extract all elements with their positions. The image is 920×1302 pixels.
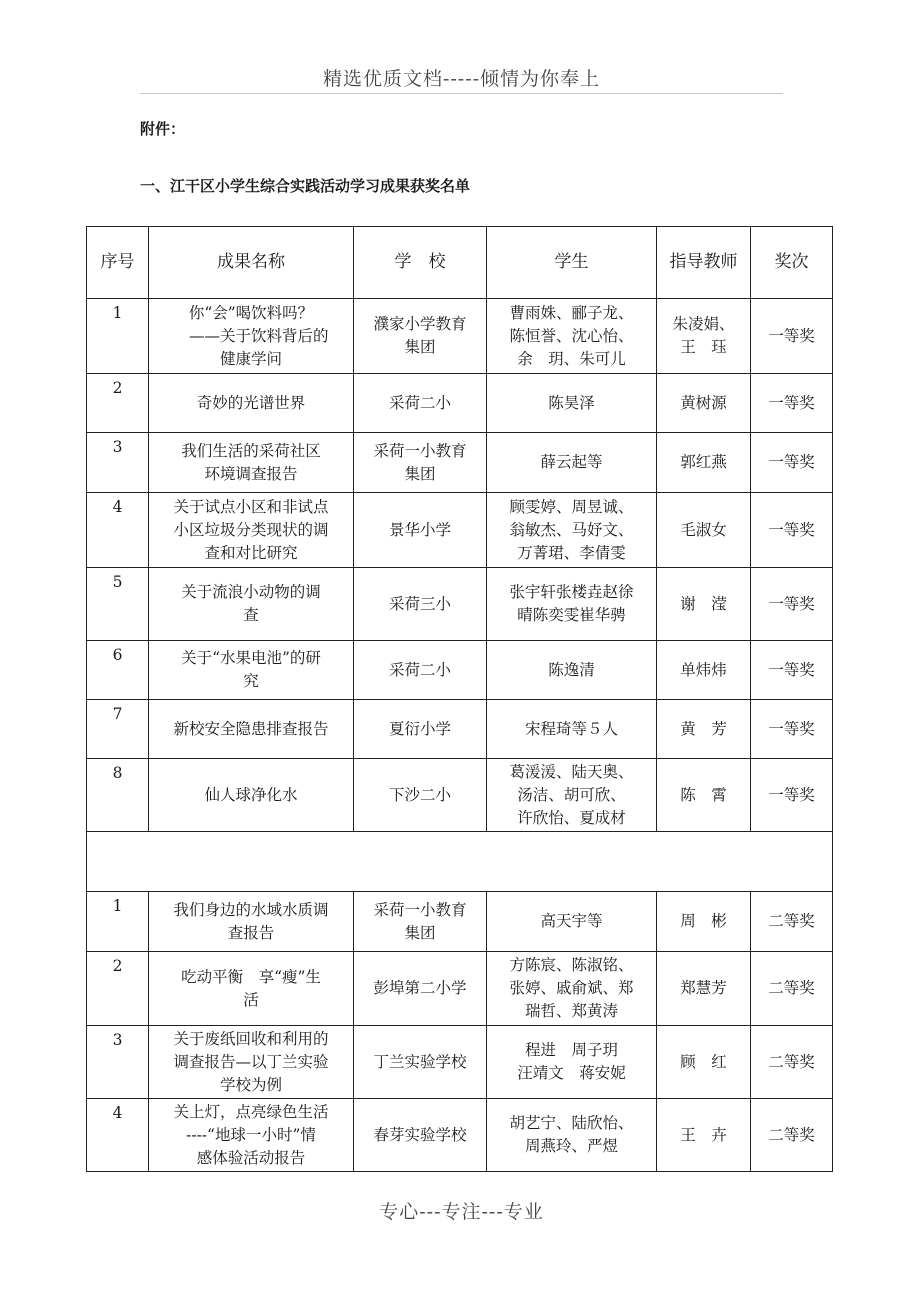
cell-students: 顾雯婷、周昱诚、 翁敏杰、马妤文、 万菁珺、李倩雯	[487, 493, 657, 568]
cell-students: 张宇轩张楼垚赵徐 晴陈奕雯崔华骋	[487, 568, 657, 641]
cell-award: 二等奖	[751, 952, 833, 1026]
cell-school: 春芽实验学校	[354, 1099, 487, 1172]
cell-school: 采荷二小	[354, 641, 487, 700]
page-header: 精选优质文档-----倾情为你奉上	[322, 68, 601, 90]
cell-award: 二等奖	[751, 1026, 833, 1099]
cell-teacher: 周 彬	[657, 892, 751, 952]
cell-award: 一等奖	[751, 568, 833, 641]
header-school: 学 校	[354, 227, 487, 299]
cell-school: 采荷一小教育 集团	[354, 433, 487, 493]
cell-teacher: 谢 滢	[657, 568, 751, 641]
cell-students: 薛云起等	[487, 433, 657, 493]
cell-teacher: 朱凌娟、 王 珏	[657, 299, 751, 374]
cell-title: 奇妙的光谱世界	[149, 374, 354, 433]
spacer-row	[87, 832, 833, 892]
cell-teacher: 单炜炜	[657, 641, 751, 700]
cell-title: 我们生活的采荷社区 环境调查报告	[149, 433, 354, 493]
cell-award: 二等奖	[751, 1099, 833, 1172]
cell-title: 仙人球净化水	[149, 759, 354, 832]
cell-title: 关于试点小区和非试点 小区垃圾分类现状的调 查和对比研究	[149, 493, 354, 568]
cell-title: 我们身边的水域水质调 查报告	[149, 892, 354, 952]
cell-seq: 1	[87, 892, 149, 952]
cell-teacher: 顾 红	[657, 1026, 751, 1099]
table-row	[87, 1026, 833, 1099]
cell-title: 吃动平衡 享“瘦”生 活	[149, 952, 354, 1026]
cell-title: 关于废纸回收和利用的 调查报告—以丁兰实验 学校为例	[149, 1026, 354, 1099]
cell-title: 关上灯，点亮绿色生活 ----“地球一小时”情 感体验活动报告	[149, 1099, 354, 1172]
cell-award: 二等奖	[751, 892, 833, 952]
section-title: 一、江干区小学生综合实践活动学习成果获奖名单	[140, 177, 471, 195]
cell-seq: 3	[87, 1026, 149, 1099]
cell-school: 景华小学	[354, 493, 487, 568]
cell-students: 胡艺宁、陆欣怡、 周燕玲、严煜	[487, 1099, 657, 1172]
table-row	[87, 952, 833, 1026]
table-row	[87, 1099, 833, 1172]
table-row	[87, 641, 833, 700]
table-row	[87, 568, 833, 641]
cell-students: 陈昊泽	[487, 374, 657, 433]
cell-teacher: 王 卉	[657, 1099, 751, 1172]
cell-school: 彭埠第二小学	[354, 952, 487, 1026]
cell-students: 曹雨姝、郦子龙、 陈恒誉、沈心怡、 余 玥、朱可儿	[487, 299, 657, 374]
cell-students: 高天宇等	[487, 892, 657, 952]
group-separator	[87, 832, 833, 892]
cell-teacher: 郑慧芳	[657, 952, 751, 1026]
cell-seq: 5	[87, 568, 149, 641]
cell-title: 新校安全隐患排查报告	[149, 700, 354, 759]
cell-award: 一等奖	[751, 433, 833, 493]
cell-title: 关于“水果电池”的研 究	[149, 641, 354, 700]
cell-award: 一等奖	[751, 641, 833, 700]
cell-seq: 4	[87, 1099, 149, 1172]
cell-seq: 4	[87, 493, 149, 568]
cell-school: 下沙二小	[354, 759, 487, 832]
table-row	[87, 759, 833, 832]
cell-school: 采荷二小	[354, 374, 487, 433]
header-seq: 序号	[87, 227, 149, 299]
cell-school: 采荷三小	[354, 568, 487, 641]
table-header-row	[87, 227, 833, 299]
cell-teacher: 陈 霄	[657, 759, 751, 832]
cell-seq: 2	[87, 952, 149, 1026]
cell-seq: 6	[87, 641, 149, 700]
cell-school: 丁兰实验学校	[354, 1026, 487, 1099]
cell-teacher: 黄 芳	[657, 700, 751, 759]
table-row	[87, 700, 833, 759]
cell-award: 一等奖	[751, 700, 833, 759]
attachment-label: 附件：	[140, 120, 186, 138]
cell-students: 方陈宸、陈淑铭、 张婷、戚俞斌、郑 瑞哲、郑黄涛	[487, 952, 657, 1026]
awards-table	[86, 226, 833, 1172]
cell-school: 采荷一小教育 集团	[354, 892, 487, 952]
cell-seq: 2	[87, 374, 149, 433]
cell-students: 葛湲湲、陆天奥、 汤洁、胡可欣、 许欣怡、夏成材	[487, 759, 657, 832]
cell-award: 一等奖	[751, 759, 833, 832]
cell-school: 夏衍小学	[354, 700, 487, 759]
cell-seq: 3	[87, 433, 149, 493]
cell-title: 你“会”喝饮料吗？ ——关于饮料背后的 健康学问	[149, 299, 354, 374]
cell-teacher: 黄树源	[657, 374, 751, 433]
cell-seq: 8	[87, 759, 149, 832]
cell-teacher: 毛淑女	[657, 493, 751, 568]
header-award: 奖次	[751, 227, 833, 299]
table-row	[87, 493, 833, 568]
header-divider	[140, 93, 783, 94]
header-students: 学生	[487, 227, 657, 299]
page-footer: 专心---专注---专业	[379, 1201, 544, 1223]
cell-students: 程进 周子玥 汪靖文 蒋安妮	[487, 1026, 657, 1099]
cell-students: 陈逸清	[487, 641, 657, 700]
cell-award: 一等奖	[751, 299, 833, 374]
second-prize-group	[87, 892, 833, 1172]
table-row	[87, 374, 833, 433]
table-row	[87, 433, 833, 493]
cell-award: 一等奖	[751, 493, 833, 568]
header-title: 成果名称	[149, 227, 354, 299]
cell-title: 关于流浪小动物的调 查	[149, 568, 354, 641]
header-teacher: 指导教师	[657, 227, 751, 299]
cell-teacher: 郭红燕	[657, 433, 751, 493]
table-row	[87, 299, 833, 374]
cell-award: 一等奖	[751, 374, 833, 433]
cell-school: 濮家小学教育 集团	[354, 299, 487, 374]
cell-seq: 7	[87, 700, 149, 759]
table-row	[87, 892, 833, 952]
first-prize-group	[87, 299, 833, 832]
cell-seq: 1	[87, 299, 149, 374]
cell-students: 宋程琦等５人	[487, 700, 657, 759]
